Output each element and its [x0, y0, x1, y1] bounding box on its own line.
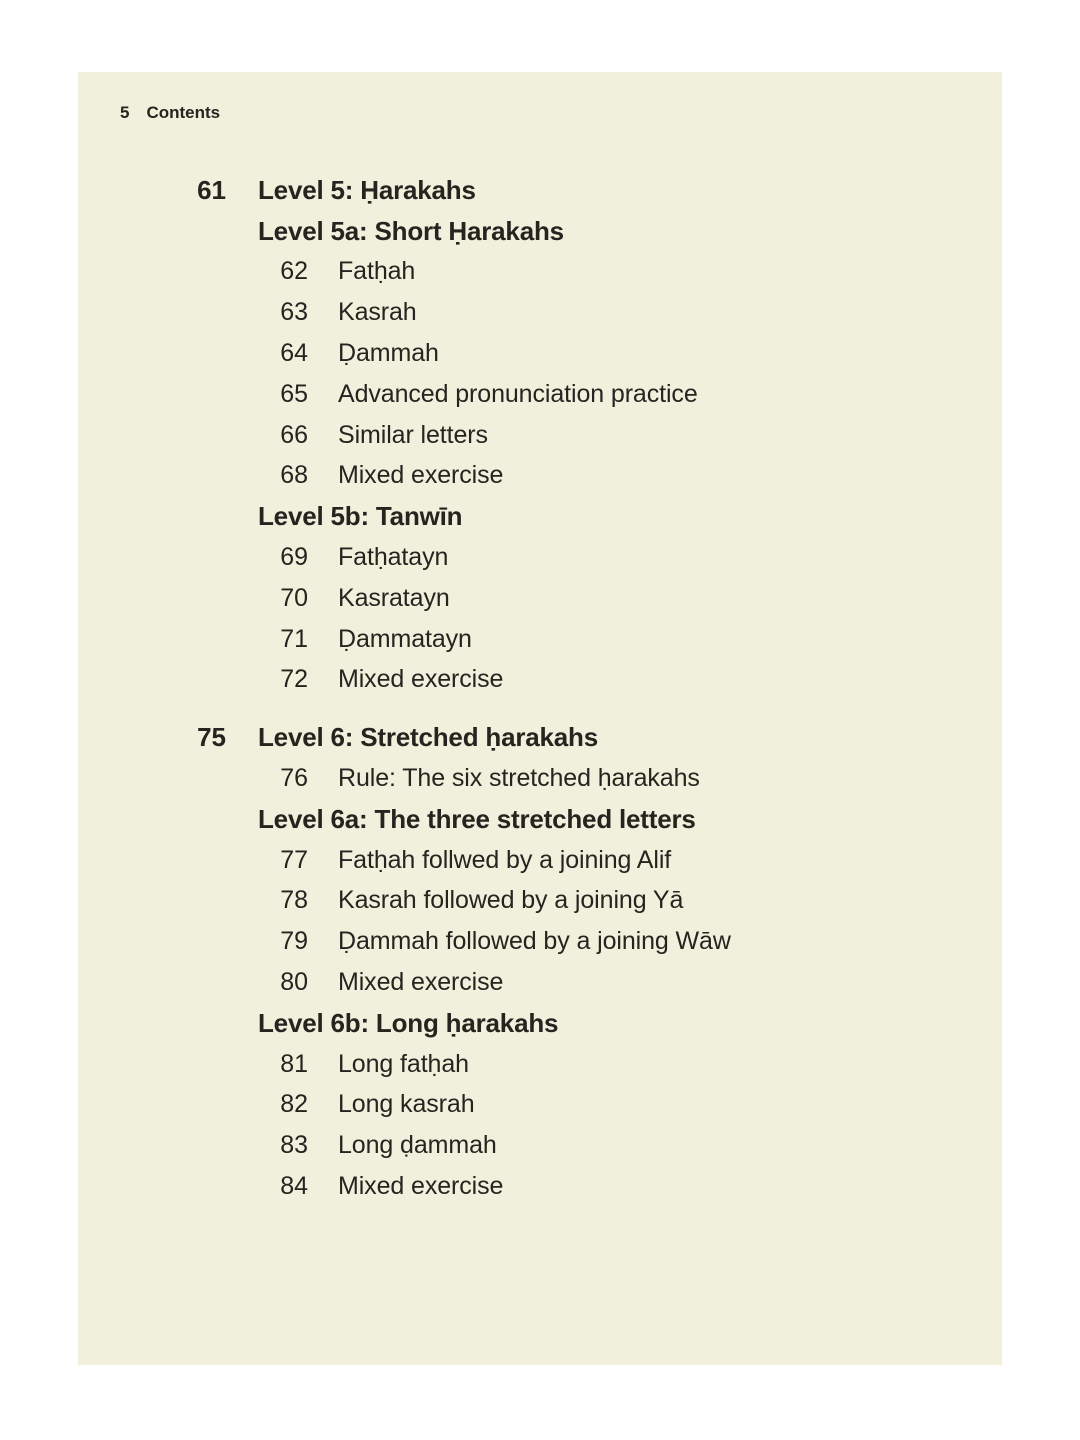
entry-title: Rule: The six stretched ḥarakahs	[338, 764, 700, 793]
entry-title: Mixed exercise	[338, 968, 504, 997]
entry-title: Mixed exercise	[338, 665, 504, 694]
toc-section-row	[78, 1003, 1002, 1044]
toc-section-row	[78, 211, 1002, 252]
entry-title: Ḍammah	[338, 339, 439, 368]
page-header	[78, 72, 1002, 123]
entry-title: Mixed exercise	[338, 461, 504, 490]
entry-page-number: 79	[280, 927, 308, 956]
toc-entry-row	[78, 1085, 1002, 1126]
toc-entry-row	[78, 758, 1002, 799]
toc-entry-row	[78, 1044, 1002, 1085]
entry-title: Ḍammatayn	[338, 624, 472, 653]
toc-section-row	[78, 496, 1002, 537]
entry-page-number: 70	[280, 583, 308, 612]
entry-page-number: 80	[280, 968, 308, 997]
toc-entry-row	[78, 292, 1002, 333]
section-title: Level 5b: Tanwīn	[258, 501, 463, 532]
toc-entry-row	[78, 1166, 1002, 1207]
entry-page-number: 78	[280, 886, 308, 915]
toc-entry-row	[78, 840, 1002, 881]
entry-page-number: 62	[280, 257, 308, 286]
section-title: Level 5a: Short Ḥarakahs	[258, 215, 564, 246]
toc-entry-row	[78, 374, 1002, 415]
entry-page-number: 83	[280, 1131, 308, 1160]
entry-page-number: 68	[280, 461, 308, 490]
entry-page-number: 63	[280, 298, 308, 327]
toc-entry-row	[78, 578, 1002, 619]
toc-entry-row	[78, 333, 1002, 374]
chapter-page-number: 61	[197, 174, 226, 205]
toc-entry-row	[78, 537, 1002, 578]
entry-page-number: 76	[280, 764, 308, 793]
chapter-page-number: 75	[197, 722, 226, 753]
entry-page-number: 77	[280, 845, 308, 874]
contents-page	[78, 72, 1002, 1365]
toc-entry-row	[78, 962, 1002, 1003]
entry-title: Kasratayn	[338, 583, 450, 612]
toc-entry-row	[78, 881, 1002, 922]
chapter-title: Level 5: Ḥarakahs	[258, 174, 476, 205]
entry-page-number: 66	[280, 420, 308, 449]
entry-title: Long kasrah	[338, 1090, 475, 1119]
toc-entry-row	[78, 252, 1002, 293]
entry-page-number: 82	[280, 1090, 308, 1119]
entry-title: Kasrah	[338, 298, 417, 327]
section-title: Level 6a: The three stretched letters	[258, 803, 696, 834]
chapter-title: Level 6: Stretched ḥarakahs	[258, 722, 598, 753]
entry-title: Long fatḥah	[338, 1049, 469, 1078]
toc-entry-row	[78, 619, 1002, 660]
entry-title: Fatḥah follwed by a joining Alif	[338, 845, 672, 874]
entry-title: Advanced pronunciation practice	[338, 379, 698, 408]
toc-section-row	[78, 799, 1002, 840]
entry-title: Similar letters	[338, 420, 488, 449]
toc-entry-row	[78, 921, 1002, 962]
entry-page-number: 72	[280, 665, 308, 694]
entry-title: Fatḥatayn	[338, 543, 449, 572]
header-page-number: 5	[120, 103, 130, 122]
toc-entry-row	[78, 456, 1002, 497]
toc-entry-row	[78, 660, 1002, 701]
toc-entry-row	[78, 415, 1002, 456]
header-title: Contents	[146, 103, 221, 122]
entry-page-number: 71	[280, 624, 308, 653]
entry-page-number: 65	[280, 379, 308, 408]
entry-page-number: 84	[280, 1172, 308, 1201]
entry-title: Kasrah followed by a joining Yā	[338, 886, 684, 915]
entry-title: Long ḍammah	[338, 1131, 497, 1160]
entry-page-number: 81	[280, 1049, 308, 1078]
entry-title: Mixed exercise	[338, 1172, 504, 1201]
toc-chapter-row	[78, 170, 1002, 211]
toc-chapter-row	[78, 717, 1002, 758]
table-of-contents	[78, 170, 1002, 1207]
toc-entry-row	[78, 1125, 1002, 1166]
entry-page-number: 64	[280, 339, 308, 368]
entry-title: Fatḥah	[338, 257, 416, 286]
section-title: Level 6b: Long ḥarakahs	[258, 1007, 559, 1038]
entry-page-number: 69	[280, 543, 308, 572]
entry-title: Ḍammah followed by a joining Wāw	[338, 927, 731, 956]
